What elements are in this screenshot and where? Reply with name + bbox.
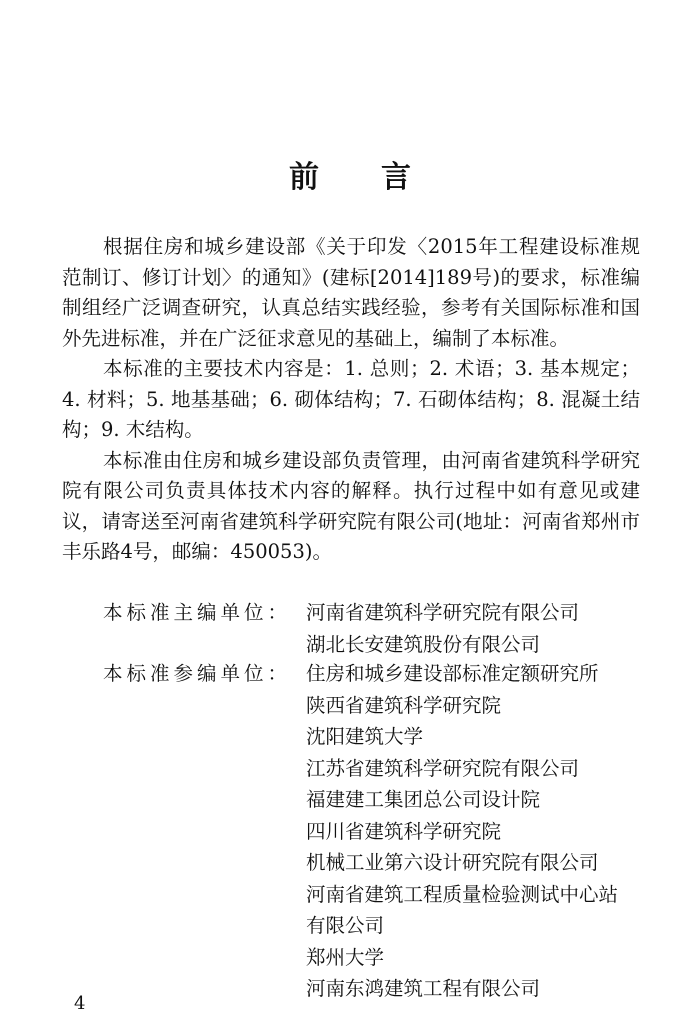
page-number: 4 [74, 993, 86, 1014]
participating-unit: 陕西省建筑科学研究院 [306, 693, 502, 717]
chief-editor-unit: 河南省建筑科学研究院有限公司 [306, 601, 580, 624]
participating-unit: 住房和城乡建设部标准定额研究所 [306, 662, 599, 685]
paragraph-main-contents: 本标准的主要技术内容是：1. 总则；2. 术语；3. 基本规定；4. 材料；5. 地基基础；6. 砌体结构；7. 石砌体结构；8. 混凝土结构；9. 木结构。 [62, 357, 640, 441]
participating-unit: 河南省建筑工程质量检验测试中心站 [306, 882, 619, 906]
chief-editor-label: 本标准主编单位： [103, 601, 292, 624]
chief-editor-unit: 湖北长安建筑股份有限公司 [306, 632, 541, 656]
paragraph-background: 根据住房和城乡建设部《关于印发〈2015年工程建设标准规范制订、修订计划〉的通知》(建标[2014]189号)的要求，标准编制组经广泛调查研究，认真总结实践经验，参考有关国际标准和国外先进标准，并在广泛征求意见的基础上，编制了本标准。 [62, 235, 640, 350]
participating-unit: 福建建工集团总公司设计院 [306, 788, 541, 811]
participating-unit: 有限公司 [306, 914, 385, 937]
preface-body [62, 232, 640, 568]
chief-editor-list [306, 597, 640, 660]
participating-unit: 河南东鸿建筑工程有限公司 [306, 977, 541, 1000]
participating-list [306, 658, 640, 1005]
page-title: 前言 [289, 160, 473, 195]
participating-unit: 机械工业第六设计研究院有限公司 [306, 851, 599, 874]
chief-editor-section [62, 597, 640, 660]
participating-unit: 江苏省建筑科学研究院有限公司 [306, 756, 580, 780]
participating-section [62, 658, 640, 1005]
participating-label: 本标准参编单位： [103, 662, 292, 685]
participating-unit: 沈阳建筑大学 [306, 725, 424, 748]
participating-unit: 郑州大学 [306, 945, 385, 969]
paragraph-management: 本标准由住房和城乡建设部负责管理，由河南省建筑科学研究院有限公司负责具体技术内容的解释。执行过程中如有意见或建议，请寄送至河南省建筑科学研究院有限公司(地址：河南省郑州市丰乐路4号，邮编：450053)。 [62, 448, 640, 563]
participating-unit: 四川省建筑科学研究院 [306, 819, 502, 843]
